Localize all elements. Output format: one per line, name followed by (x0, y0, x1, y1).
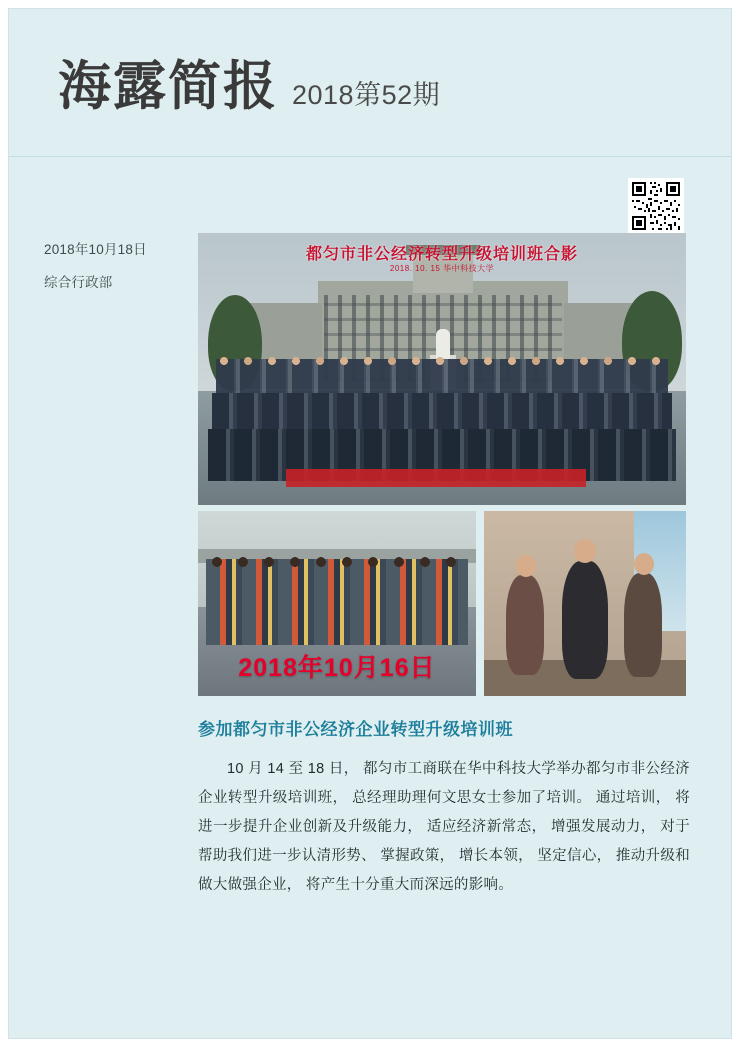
issue-number: 2018第52期 (292, 80, 441, 110)
person-center (562, 561, 608, 679)
article-body: 10 月 14 至 18 日， 都匀市工商联在华中科技大学举办都匀市非公经济企业转型升级培训班， 总经理助理何文思女士参加了培训。 通过培训， 将进一步提升企业创新及升级能力， 适应经济新常态， 增强发展动力， 对于帮助我们进一步认清形势、 掌握政策， 增长本领， 坚定信心， 推动升级和做大做强企业， 将产生十分重大而深远的影响。 (198, 761, 690, 893)
department-name: 综合行政部 (44, 274, 113, 290)
meta-column (44, 243, 184, 291)
photo-banner (286, 469, 586, 487)
women-row (206, 559, 468, 645)
article-title: 参加都匀市非公经济企业转型升级培训班 (198, 720, 513, 739)
person-left-head (516, 555, 536, 577)
photo-group-three (484, 511, 686, 696)
crowd-heads (214, 353, 670, 483)
header-divider (9, 156, 731, 157)
photo-caption-main: 都匀市非公经济转型升级培训班合影 (305, 244, 578, 263)
photo-caption-sub: 2018. 10. 15 华中科技大学 (389, 264, 495, 273)
women-heads (208, 555, 466, 569)
photo-group-women (198, 511, 476, 696)
person-right (624, 573, 662, 677)
photo-overlay-date: 2018年10月16日 (238, 654, 436, 682)
person-center-head (574, 539, 596, 563)
person-right-head (634, 553, 654, 575)
photo-group-main (198, 233, 686, 505)
masthead (58, 56, 441, 117)
qr-code-icon[interactable] (628, 178, 684, 234)
issue-date: 2018年10月18日 (44, 242, 147, 257)
person-left (506, 575, 544, 675)
page-title: 海露简报 (58, 56, 278, 117)
